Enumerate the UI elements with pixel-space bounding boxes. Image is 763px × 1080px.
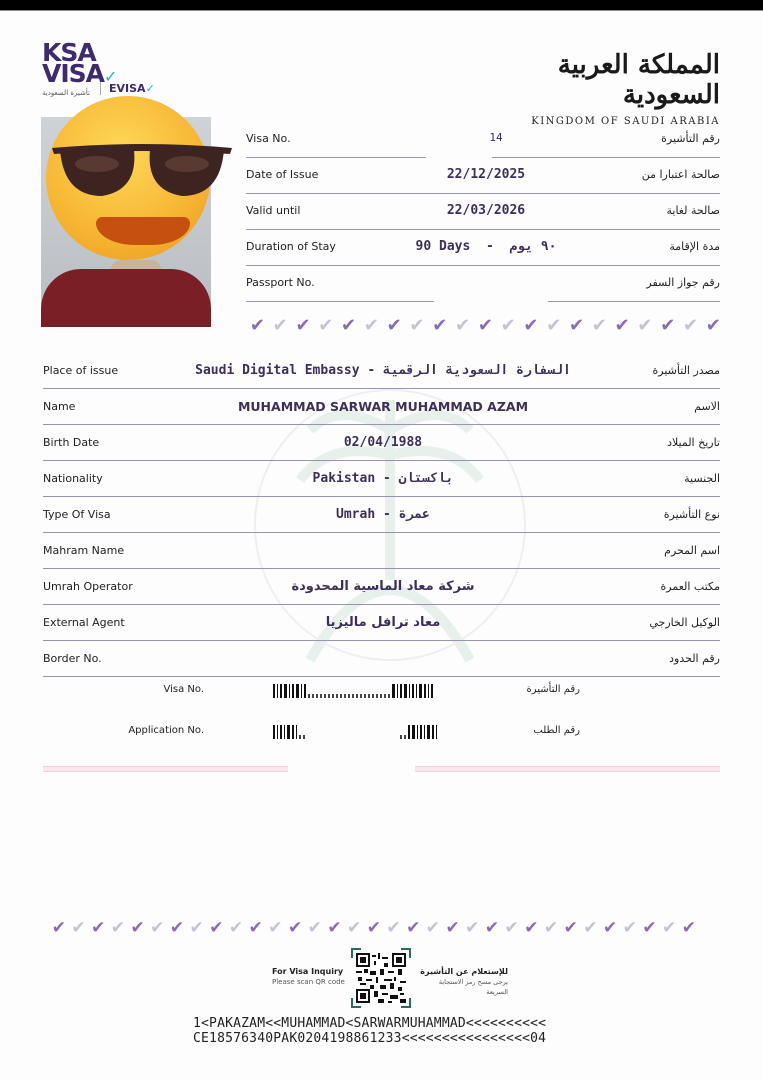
label-ar: رقم جواز السفر (646, 276, 720, 289)
value: 14 (489, 131, 503, 144)
field-name (43, 389, 720, 425)
label-ar: رقم التأشيرة (661, 132, 720, 145)
logo-subtitle: تأشيرة السعودية (42, 89, 90, 97)
security-band-right (415, 766, 720, 772)
label-en: Place of issue (43, 364, 119, 377)
barcode-visa-label-en: Visa No. (163, 684, 204, 695)
value: 22/12/2025 (446, 167, 526, 182)
label-en: Mahram Name (43, 544, 125, 557)
label-ar: صالحة اعتبارا من (641, 168, 720, 181)
field-border-no (43, 641, 720, 677)
field-mahram-name (43, 533, 720, 569)
label-ar: تاريخ الميلاد (667, 436, 720, 449)
logo-line-ksa: KSA (42, 38, 96, 67)
value: شركة معاد الماسية المحدودة (291, 579, 475, 594)
field-duration-of-stay (246, 230, 720, 266)
kingdom-header (530, 50, 720, 127)
label-ar: الاسم (694, 400, 720, 413)
barcode-visa-label-ar: رقم التأشيرة (526, 684, 580, 695)
qr-code-icon[interactable] (356, 953, 406, 1003)
value: 90 Days - ٩٠ يوم (415, 239, 557, 254)
label-en: Umrah Operator (43, 580, 133, 593)
label-en: Duration of Stay (246, 240, 336, 253)
label-en: Border No. (43, 652, 102, 665)
visa-no-barcode (273, 684, 433, 698)
label-ar: الوكيل الخارجي (649, 616, 720, 629)
label-en: Valid until (246, 204, 301, 217)
label-ar: الجنسية (684, 472, 720, 485)
label-ar: رقم الحدود (669, 652, 720, 665)
value: Umrah - عمرة (336, 507, 430, 522)
divider (246, 301, 434, 302)
field-umrah-operator (43, 569, 720, 605)
field-valid-until (246, 194, 720, 230)
top-black-bar (0, 0, 763, 11)
label-en: Name (43, 400, 76, 413)
security-band-left (43, 766, 288, 772)
label-ar: اسم المحرم (664, 544, 720, 557)
check-pattern-strip-bottom: ✔ ✔ ✔ ✔ ✔ ✔ ✔ ✔ ✔ ✔ ✔ ✔ ✔ ✔ ✔ ✔ ✔ ✔ ✔ ✔ ✔ ✔ ✔ ✔ ✔ ✔ ✔ ✔ ✔ ✔ ✔ ✔ ✔ (51, 918, 696, 938)
field-date-of-issue (246, 158, 720, 194)
field-place-of-issue (43, 353, 720, 389)
value: معاد ترافل ماليزيا (325, 615, 441, 630)
field-birth-date (43, 425, 720, 461)
divider (43, 676, 720, 678)
divider (548, 301, 720, 302)
evisa-logo: EVISA✓ (100, 82, 155, 95)
label-en: Nationality (43, 472, 103, 485)
label-ar: مكتب العمرة (660, 580, 720, 593)
value: Pakistan - باكستان (312, 471, 454, 486)
qr-inquiry-text-ar (418, 967, 508, 997)
qr-inquiry-text-en (272, 967, 345, 987)
value: 02/04/1988 (343, 435, 423, 450)
value: 22/03/2026 (446, 203, 526, 218)
label-ar: مصدر التأشيرة (652, 364, 720, 377)
label-en: Type Of Visa (43, 508, 111, 521)
qr-title-en: For Visa Inquiry (272, 967, 344, 976)
photo-shirt (41, 269, 211, 327)
label-en: Visa No. (246, 132, 291, 145)
value: MUHAMMAD SARWAR MUHAMMAD AZAM (237, 399, 529, 414)
label-en: Birth Date (43, 436, 100, 449)
qr-title-ar: للإستعلام عن التأشيرة (420, 967, 508, 976)
label-en: Date of Issue (246, 168, 319, 181)
field-visa-no (246, 122, 720, 158)
label-ar: نوع التأشيرة (663, 508, 720, 521)
check-pattern-strip-top: ✔ ✔ ✔ ✔ ✔ ✔ ✔ ✔ ✔ ✔ ✔ ✔ ✔ ✔ ✔ ✔ ✔ ✔ ✔ ✔ ✔ (249, 315, 721, 336)
logo-line-visa: VISA✓ (42, 59, 117, 88)
field-type-of-visa (43, 497, 720, 533)
qr-subtitle-ar: يرجى مسح رمز الاستجابة السريعة (438, 978, 508, 996)
qr-subtitle-en: Please scan QR code (272, 978, 345, 986)
label-en: External Agent (43, 616, 125, 629)
mrz-line-2: CE18576340PAK0204198861233<<<<<<<<<<<<<<<<04 (193, 1031, 547, 1046)
mrz-line-1: 1<PAKAZAM<<MUHAMMAD<SARWARMUHAMMAD<<<<<<<<<< (193, 1016, 547, 1031)
label-en: Passport No. (246, 276, 315, 289)
barcode-application-label-ar: رقم الطلب (533, 725, 580, 736)
machine-readable-zone (193, 1016, 546, 1046)
barcode-application-label-en: Application No. (128, 725, 204, 736)
application-no-barcode-right (400, 725, 437, 739)
value: Saudi Digital Embassy - السفارة السعودية الرقمية (195, 363, 571, 378)
label-ar: صالحة لغاية (666, 204, 720, 217)
field-nationality (43, 461, 720, 497)
field-external-agent (43, 605, 720, 641)
sunglasses-icon (52, 140, 232, 200)
application-no-barcode-left (273, 725, 305, 739)
visa-details-table (43, 353, 720, 677)
field-passport-no (246, 266, 720, 302)
kingdom-title-arabic: المملكة العربية السعودية (557, 50, 720, 110)
upper-fields (246, 122, 720, 302)
kingdom-title-english: KINGDOM OF SAUDI ARABIA (531, 116, 720, 127)
label-ar: مدة الإقامة (669, 240, 720, 253)
